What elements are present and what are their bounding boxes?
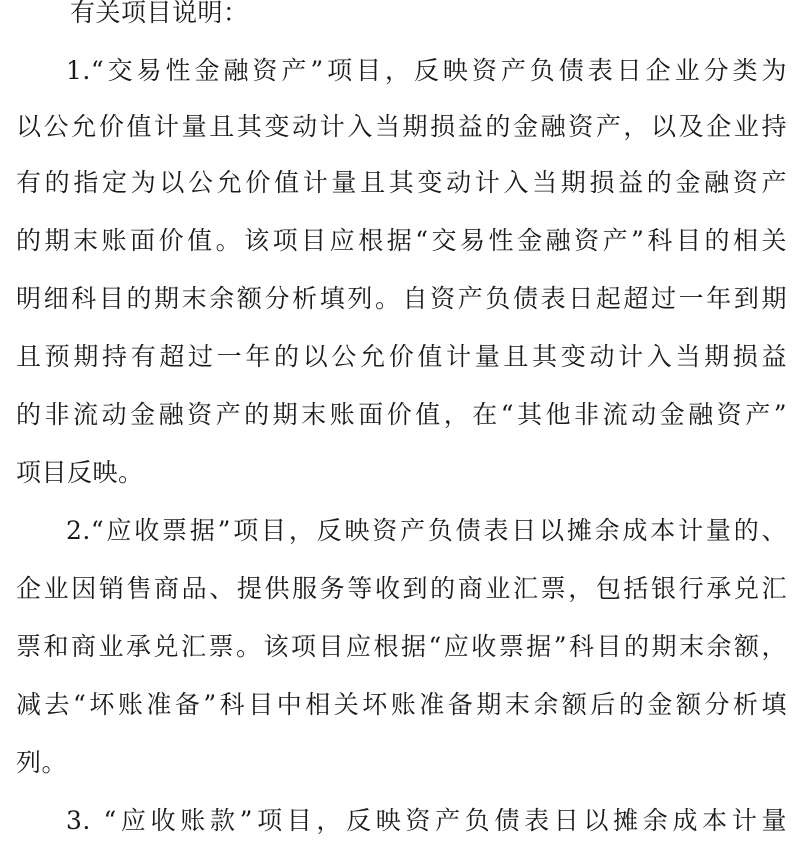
item-2-line-1: 2.“应收票据”项目，反映资产负债表日以摊余成本计量的、 [66, 516, 787, 545]
section-heading: 有关项目说明： [70, 0, 249, 27]
item-1-line-7: 的非流动金融资产的期末账面价值，在“其他非流动金融资产” [16, 400, 787, 429]
item-1-line-2: 以公允价值计量且其变动计入当期损益的金融资产，以及企业持 [16, 112, 787, 141]
item-2-line-3: 票和商业承兑汇票。该项目应根据“应收票据”科目的期末余额， [16, 632, 787, 661]
item-3-line-1: 3. “应收账款”项目，反映资产负债表日以摊余成本计量 [66, 806, 787, 835]
item-1-line-8: 项目反映。 [16, 458, 144, 487]
item-2-line-5: 列。 [16, 748, 68, 777]
item-1-line-5: 明细科目的期末余额分析填列。自资产负债表日起超过一年到期 [16, 284, 787, 313]
item-1-line-4: 的期末账面价值。该项目应根据“交易性金融资产”科目的相关 [16, 226, 787, 255]
item-1-line-3: 有的指定为以公允价值计量且其变动计入当期损益的金融资产 [16, 168, 787, 197]
item-1-line-6: 且预期持有超过一年的以公允价值计量且其变动计入当期损益 [16, 342, 787, 371]
item-2-line-4: 减去“坏账准备”科目中相关坏账准备期末余额后的金额分析填 [16, 690, 787, 719]
item-2-line-2: 企业因销售商品、提供服务等收到的商业汇票，包括银行承兑汇 [16, 574, 787, 603]
item-1-line-1: 1.“交易性金融资产”项目，反映资产负债表日企业分类为 [66, 56, 787, 85]
